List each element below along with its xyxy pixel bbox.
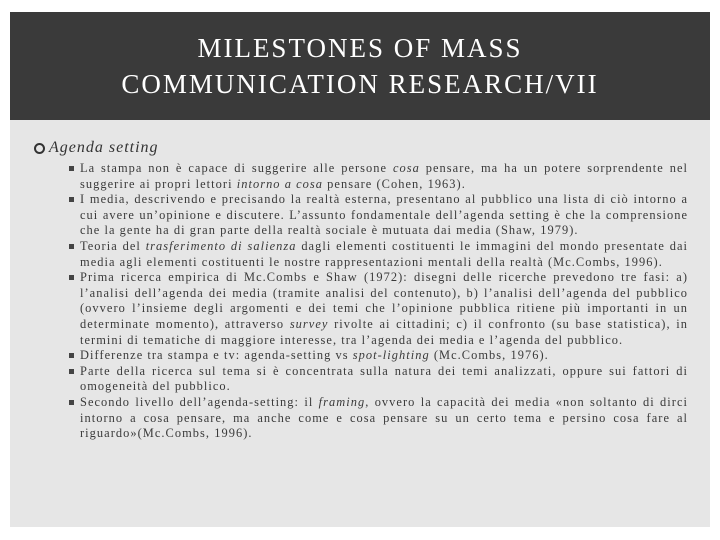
bullet-text: La stampa non è capace di suggerire alle persone [80,161,393,175]
bullet-text: Teoria del [80,238,146,253]
italic-term: trasferimento di salienza [145,238,297,253]
bullet-text: Prima ricerca empirica di Mc.Combs e Shaw (1972): disegni delle ricerche prevedono tre fasi: a) l’analisi dell’agenda dei media (tramite analisi del contenuto), b) l’analisi dell’agenda del pubblico (ovvero l’insieme degli argomenti e dei temi che l’opinione pubblica ritiene più importanti in un determinate momento), attraverso [80,270,688,331]
italic-term: survey [289,316,329,331]
title-line-1: MILESTONES OF MASS [197,33,523,63]
bullet-item [80,364,688,395]
bullet-item [80,161,688,192]
bullet-item [80,270,688,348]
bullet-text: dagli elementi costituenti le immagini del mondo presentate dai media agli elementi costituenti le nostre rappresentazioni mentali della realtà (Mc.Combs, 1996). [80,238,688,269]
topic-bullet [34,137,710,159]
bullet-item [80,395,688,442]
bullet-item [80,348,688,364]
bullet-text: (Mc.Combs, 1976). [429,348,549,363]
topic-heading: Agenda setting [49,139,159,156]
slide-content [10,137,710,442]
bullet-item [80,239,688,270]
slide-title [121,30,598,102]
italic-term: cosa [392,161,420,175]
italic-term: framing [318,394,366,409]
bullet-text: Differenze tra stampa e tv: agenda-setting vs [80,348,353,363]
bullet-text: Parte della ricerca sul tema si è concentrata sulla natura dei temi analizzati, oppure sui fattori di omogeneità del pubblico. [80,363,688,394]
bullet-text: Secondo livello dell’agenda-setting: il [80,394,319,409]
bullet-text: I media, descrivendo e precisando la realtà esterna, presentano al pubblico una lista di ciò intorno a cui avere un’opinione e discutere. L’assunto fondamentale dell’agenda setting è che la comprensione che la gente ha di gran parte della realtà sociale è mutuata dai media (Shaw, 1979). [80,192,688,238]
bullet-text: pensare (Cohen, 1963). [323,176,466,191]
title-bar [10,12,710,120]
bullet-item [80,192,688,239]
title-line-2: COMMUNICATION RESEARCH/VII [121,69,599,99]
slide [10,12,710,527]
bullet-text: rivolte ai cittadini; c) il confronto (su base statistica), in termini di tematiche di maggiore interesse, tra l’agenda dei media e l’agenda del pubblico. [80,316,688,347]
ring-bullet-icon [34,143,45,154]
sub-bullet-list [10,161,710,442]
italic-term: spot-lighting [352,348,430,363]
bullet-text: , ovvero la capacità dei media «non soltanto di dirci intorno a cosa pensare, ma anche come e cosa pensare su un certo tema e persino cosa fare al riguardo»(Mc.Combs, 1996). [80,394,688,441]
bullet-text: pensare, ma ha un potere sorprendente nel suggerire ai propri lettori [80,161,688,191]
italic-term: intorno a cosa [236,176,324,191]
